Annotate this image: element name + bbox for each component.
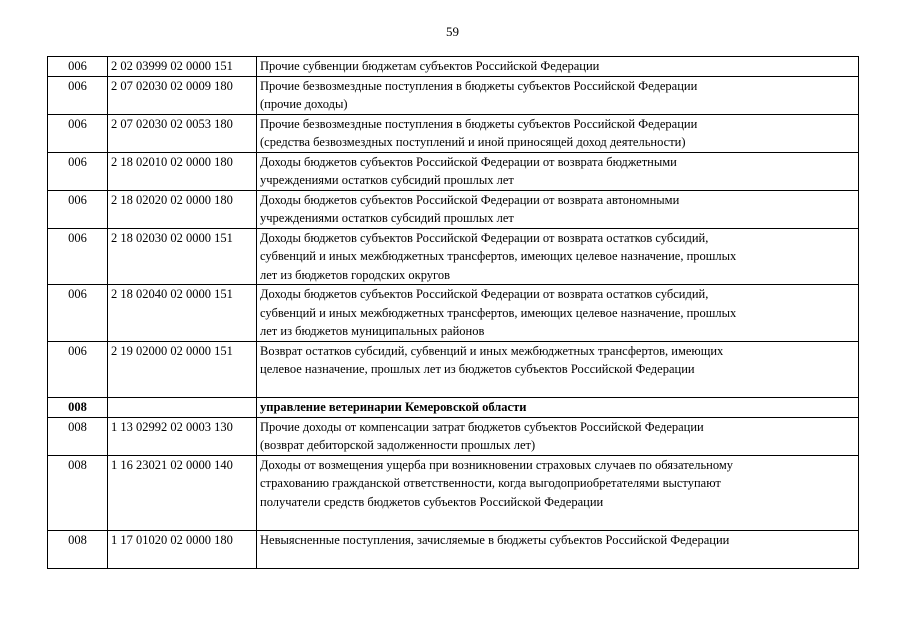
- admin-code-cell: 006: [48, 190, 108, 228]
- budget-code-cell: 1 16 23021 02 0000 140: [108, 455, 257, 530]
- income-name-line: субвенций и иных межбюджетных трансфертов, имеющих целевое назначение, прошлых: [260, 305, 737, 320]
- income-name-line: (прочие доходы): [260, 97, 348, 111]
- income-name-cell: [257, 228, 859, 285]
- income-name-line: (возврат дебиторской задолженности прошлых лет): [260, 438, 536, 452]
- income-name-line: Доходы от возмещения ущерба при возникновении страховых случаев по обязательному: [260, 457, 734, 472]
- income-name-line: Доходы бюджетов субъектов Российской Федерации от возврата остатков субсидий,: [260, 230, 709, 245]
- income-name-cell: [257, 152, 859, 190]
- admin-code-cell: 008: [48, 398, 108, 418]
- table-row: [48, 114, 859, 152]
- admin-code-cell: 006: [48, 114, 108, 152]
- table-section-row: [48, 398, 859, 418]
- admin-code-cell: 006: [48, 76, 108, 114]
- income-name-line: Доходы бюджетов субъектов Российской Федерации от возврата остатков субсидий,: [260, 287, 709, 301]
- budget-code-cell: 1 17 01020 02 0000 180: [108, 530, 257, 568]
- budget-code-cell: 2 18 02040 02 0000 151: [108, 285, 257, 342]
- income-name-line: (средства безвозмездных поступлений и иной приносящей доход деятельности): [260, 135, 686, 149]
- income-name-cell: [257, 417, 859, 455]
- budget-code-cell: 2 07 02030 02 0053 180: [108, 114, 257, 152]
- table-row: [48, 285, 859, 342]
- admin-code-cell: 006: [48, 152, 108, 190]
- budget-code-cell: 1 13 02992 02 0003 130: [108, 417, 257, 455]
- table-row: [48, 530, 859, 568]
- income-name-line: Прочие безвозмездные поступления в бюджеты субъектов Российской Федерации: [260, 116, 698, 131]
- income-name-cell: [257, 455, 859, 530]
- budget-code-cell: 2 07 02030 02 0009 180: [108, 76, 257, 114]
- income-name-cell: [257, 341, 859, 398]
- income-name-line: [260, 511, 856, 530]
- income-name-line: Доходы бюджетов субъектов Российской Федерации от возврата бюджетными: [260, 154, 677, 169]
- table-row: [48, 190, 859, 228]
- table-row: [48, 57, 859, 77]
- budget-code-cell: 2 18 02010 02 0000 180: [108, 152, 257, 190]
- income-name-line: Прочие безвозмездные поступления в бюджеты субъектов Российской Федерации: [260, 78, 698, 93]
- table-row: [48, 152, 859, 190]
- income-name-line: лет из бюджетов муниципальных районов: [260, 324, 485, 338]
- admin-code-cell: 008: [48, 530, 108, 568]
- income-name-line: страхованию гражданской ответственности, когда выгодоприобретателями выступают: [260, 476, 721, 490]
- income-name-line: учреждениями остатков субсидий прошлых лет: [260, 173, 514, 187]
- admin-code-cell: 006: [48, 285, 108, 342]
- income-name-cell: [257, 76, 859, 114]
- income-name-line: лет из бюджетов городских округов: [260, 267, 451, 282]
- income-name-line: управление ветеринарии Кемеровской области: [260, 400, 527, 414]
- budget-code-cell: 2 18 02020 02 0000 180: [108, 190, 257, 228]
- admin-code-cell: 008: [48, 455, 108, 530]
- income-name-line: Прочие субвенции бюджетам субъектов Российской Федерации: [260, 59, 600, 73]
- table-row: [48, 455, 859, 530]
- table-row: [48, 417, 859, 455]
- budget-code-cell: [108, 398, 257, 418]
- budget-code-cell: 2 02 03999 02 0000 151: [108, 57, 257, 77]
- admin-code-cell: 006: [48, 57, 108, 77]
- income-name-line: целевое назначение, прошлых лет из бюджетов субъектов Российской Федерации: [260, 362, 695, 376]
- income-name-line: Невыясненные поступления, зачисляемые в бюджеты субъектов Российской Федерации: [260, 532, 730, 547]
- income-name-cell: [257, 398, 859, 418]
- income-name-line: Прочие доходы от компенсации затрат бюджетов субъектов Российской Федерации: [260, 419, 704, 434]
- table-body: [48, 57, 859, 569]
- income-name-line: Возврат остатков субсидий, субвенций и иных межбюджетных трансфертов, имеющих: [260, 343, 724, 358]
- income-name-line: [260, 549, 856, 568]
- table-row: [48, 76, 859, 114]
- budget-code-cell: 2 19 02000 02 0000 151: [108, 341, 257, 398]
- admin-code-cell: 006: [48, 341, 108, 398]
- income-name-line: [260, 379, 856, 398]
- table-row: [48, 228, 859, 285]
- income-name-cell: [257, 190, 859, 228]
- table-row: [48, 341, 859, 398]
- budget-classification-table: [47, 56, 859, 569]
- budget-code-cell: 2 18 02030 02 0000 151: [108, 228, 257, 285]
- income-name-cell: [257, 114, 859, 152]
- income-name-line: получатели средств бюджетов субъектов Российской Федерации: [260, 494, 604, 509]
- income-name-cell: [257, 57, 859, 77]
- income-name-line: учреждениями остатков субсидий прошлых лет: [260, 211, 514, 225]
- page-number: 59: [446, 24, 459, 39]
- income-name-line: Доходы бюджетов субъектов Российской Федерации от возврата автономными: [260, 192, 680, 207]
- admin-code-cell: 008: [48, 417, 108, 455]
- income-name-cell: [257, 285, 859, 342]
- admin-code-cell: 006: [48, 228, 108, 285]
- income-name-cell: [257, 530, 859, 568]
- income-name-line: субвенций и иных межбюджетных трансфертов, имеющих целевое назначение, прошлых: [260, 249, 737, 263]
